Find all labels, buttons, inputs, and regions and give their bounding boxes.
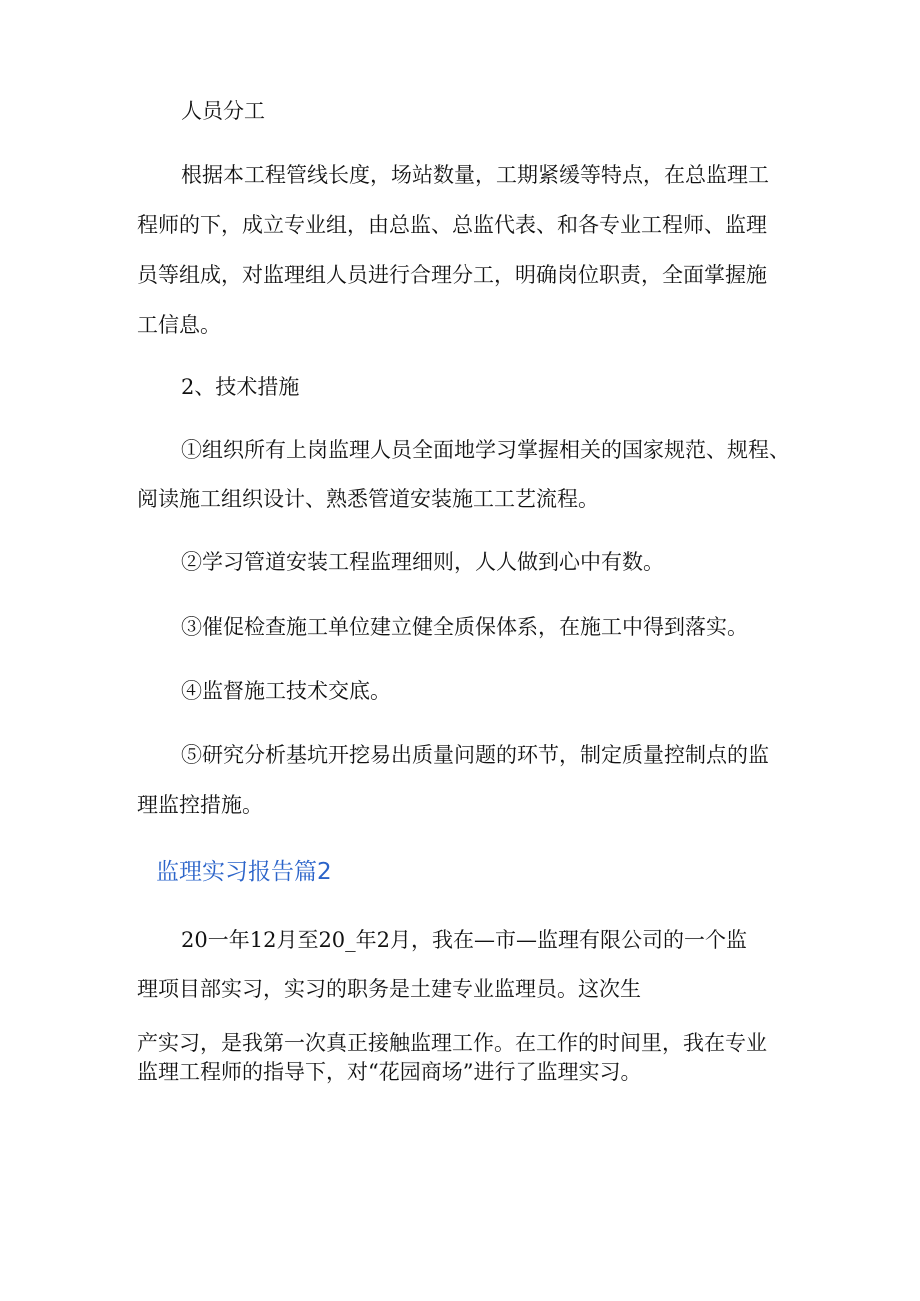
paragraph-line: 员等组成，对监理组人员进行合理分工，明确岗位职责，全面掌握施	[137, 263, 767, 287]
list-item-2: ②学习管道安装工程监理细则，人人做到心中有数。	[181, 550, 664, 574]
paragraph-line: 根据本工程管线长度，场站数量，工期紧缓等特点，在总监理工	[181, 163, 769, 187]
paragraph-line: 工信息。	[137, 313, 221, 337]
paragraph-line: 程师的下，成立专业组，由总监、总监代表、和各专业工程师、监理	[137, 213, 767, 237]
list-item-1-line: ①组织所有上岗监理人员全面地学习掌握相关的国家规范、规程、	[181, 438, 790, 462]
list-item-5-line: 理监控措施。	[137, 793, 263, 817]
list-item-4: ④监督施工技术交底。	[181, 679, 391, 703]
list-item-5-line: ⑤研究分析基坑开挖易出质量问题的环节，制定质量控制点的监	[181, 743, 769, 767]
report-line: 理项目部实习，实习的职务是土建专业监理员。这次生	[137, 977, 641, 1001]
section-heading-technical-measures: 2、技术措施	[181, 375, 300, 399]
list-item-3: ③催促检查施工单位建立健全质保体系，在施工中得到落实。	[181, 615, 748, 639]
list-item-1-line: 阅读施工组织设计、熟悉管道安装施工工艺流程。	[137, 487, 599, 511]
report-line: 监理工程师的指导下，对“花园商场”进行了监理实习。	[137, 1060, 642, 1084]
report-line: 20一年12月至20_年2月，我在—市—监理有限公司的一个监	[181, 928, 748, 952]
section-heading-staffing: 人员分工	[181, 99, 265, 123]
report-title: 监理实习报告篇2	[156, 859, 332, 885]
report-line: 产实习，是我第一次真正接触监理工作。在工作的时间里，我在专业	[137, 1031, 767, 1055]
